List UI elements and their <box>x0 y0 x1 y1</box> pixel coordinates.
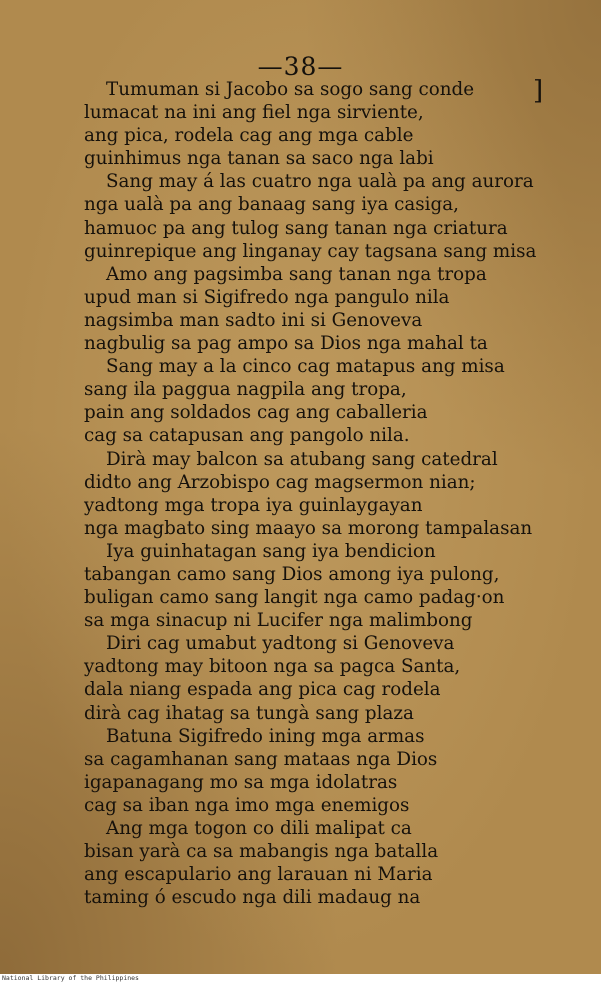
text-line: lumacat na ini ang fiel nga sirviente, <box>84 102 424 124</box>
text-line: upud man si Sigifredo nga pangulo nila <box>84 286 450 308</box>
text-line: Ang mga togon co dili malipat ca <box>106 818 412 839</box>
margin-bracket-mark: ] <box>533 76 544 106</box>
text-line: nagbulig sa pag ampo sa Dios nga mahal ta <box>84 333 488 355</box>
text-line: bisan yarà ca sa mabangis nga batalla <box>84 841 439 863</box>
text-line: ang pica, rodela cag ang mga cable <box>84 125 414 147</box>
text-line: igapanagang mo sa mga idolatras <box>84 771 398 793</box>
text-line: guinrepique ang linganay cay tagsana sang misa <box>84 240 537 262</box>
text-line: yadtong may bitoon nga sa pagca Santa, <box>84 656 461 678</box>
text-line: ang escapulario ang larauan ni Maria <box>84 864 433 886</box>
text-line: sa cagamhanan sang mataas nga Dios <box>84 748 438 770</box>
text-line: nga magbato sing maayo sa morong tampalasan <box>84 517 533 539</box>
text-line: dirà cag ihatag sa tungà sang plaza <box>84 702 414 724</box>
footer-credit: National Library of the Philippines <box>2 974 139 982</box>
text-line: pain ang soldados cag ang caballeria <box>84 402 428 424</box>
text-line: Sang may a la cinco cag matapus ang misa <box>106 356 505 378</box>
text-line: Sang may á las cuatro nga ualà pa ang aurora <box>106 171 534 193</box>
text-line: didto ang Arzobispo cag magsermon nian; <box>84 471 476 493</box>
text-line: hamuoc pa ang tulog sang tanan nga criatura <box>84 217 508 239</box>
text-line: tabangan camo sang Dios among iya pulong, <box>84 563 500 585</box>
poem-text-block <box>84 78 554 909</box>
text-line: cag sa iban nga imo mga enemigos <box>84 794 410 816</box>
text-line: nagsimba man sadto ini si Genoveva <box>84 309 423 331</box>
text-line: Dirà may balcon sa atubang sang catedral <box>106 448 498 470</box>
page-number: —38— <box>257 52 344 81</box>
text-line: taming ó escudo nga dili madaug na <box>84 887 421 909</box>
text-line: Batuna Sigifredo ining mga armas <box>106 725 425 747</box>
text-line: Amo ang pagsimba sang tanan nga tropa <box>106 263 487 285</box>
text-line: Tumuman si Jacobo sa sogo sang conde <box>106 79 475 100</box>
text-line: guinhimus nga tanan sa saco nga labi <box>84 148 434 170</box>
footer-bar <box>0 975 601 983</box>
text-line: yadtong mga tropa iya guinlaygayan <box>84 494 423 516</box>
text-line: dala niang espada ang pica cag rodela <box>84 679 441 701</box>
text-line: buligan camo sang langit nga camo padag·on <box>84 587 505 609</box>
text-line: cag sa catapusan ang pangolo nila. <box>84 425 410 447</box>
text-line: sa mga sinacup ni Lucifer nga malimbong <box>84 610 473 632</box>
text-line: Diri cag umabut yadtong si Genoveva <box>106 633 455 655</box>
text-line: nga ualà pa ang banaag sang iya casiga, <box>84 194 459 216</box>
text-line: sang ila paggua nagpila ang tropa, <box>84 379 407 401</box>
text-line: Iya guinhatagan sang iya bendicion <box>106 540 436 562</box>
